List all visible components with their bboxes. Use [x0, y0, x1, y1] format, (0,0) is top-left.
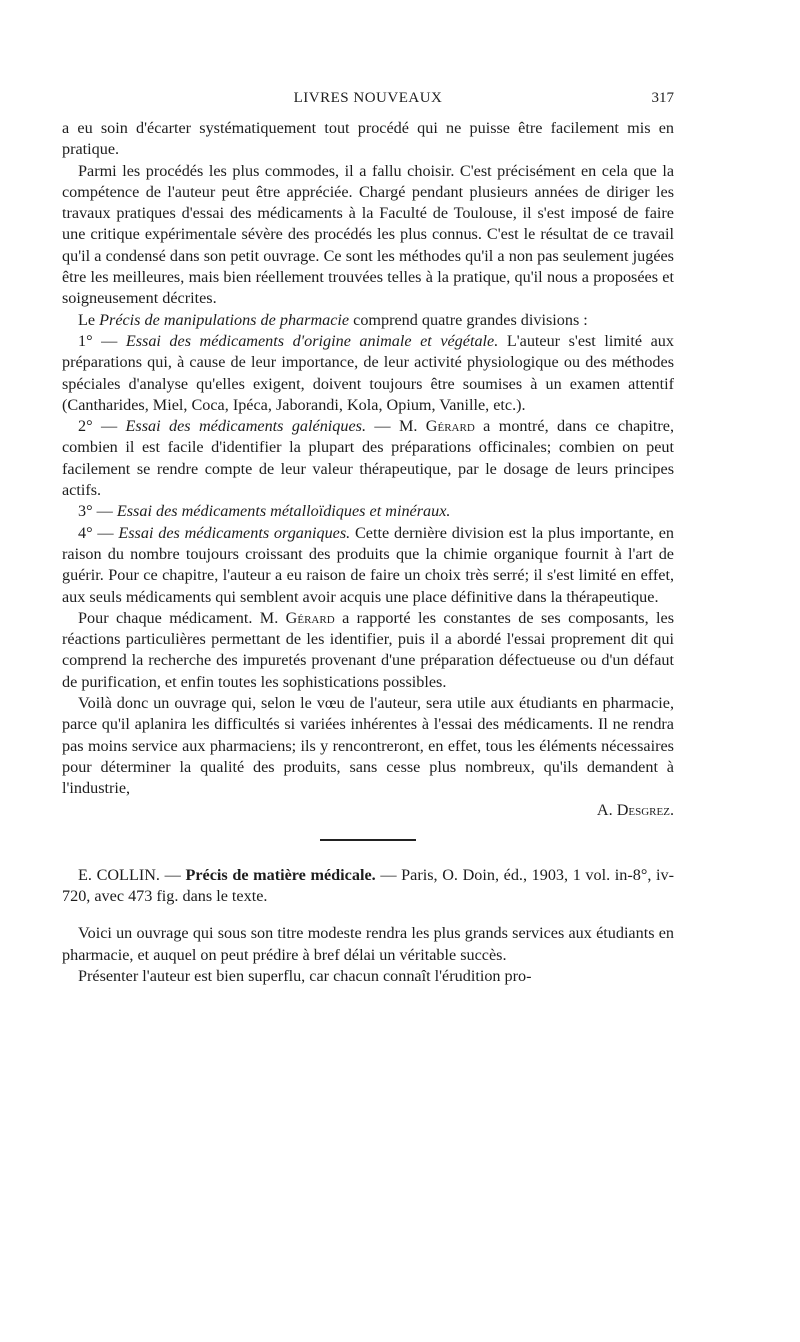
intro-lead: Le — [78, 310, 96, 329]
division-text: L'auteur s'est limité aux préparations qui, à cause de leur importance, de leur activité physiologique ou des méthodes spéciales d'analyse qu'elles exigent, doivent toujours être soumises à un examen attentif (Cantharides, Miel, Coca, Ipéca, Jaborandi, Kola, Opium, Vanille, etc.). — [62, 331, 674, 414]
book-title: Précis de manipulations de pharmacie — [99, 310, 350, 329]
review-author: E. COLLIN. — [78, 865, 160, 884]
author-name: M. Gérard — [398, 417, 475, 436]
review-heading — [62, 865, 674, 908]
signature: A. Desgrez. — [596, 800, 674, 819]
division-item: 1° — Essai des médicaments d'origine animale et végétale. L'auteur s'est limité aux préparations qui, à cause de leur importance, de leur activité physiologique ou des méthodes spéciales d'analyse qu'elles exigent, doivent toujours être soumises à un examen attentif (Cantharides, Miel, Coca, Ipéca, Jaborandi, Kola, Opium, Vanille, etc.). — [62, 331, 674, 414]
division-item: 2° — Essai des médicaments galéniques. — M. Gérard a montré, dans ce chapitre, combien il est facile d'identifier la plupart des préparations officinales; combien on peut facilement se rendre compte de leur valeur thérapeutique, par le dosage de leurs principes actifs. — [62, 417, 674, 500]
division-title: Essai des médicaments organiques. — [118, 523, 351, 542]
division-number: 4° — [78, 523, 93, 542]
section-divider — [320, 839, 416, 841]
paragraph-lead: Pour chaque médicament. M. — [78, 608, 279, 627]
intro-rest: comprend quatre grandes divisions : — [353, 310, 588, 329]
division-number: 1° — [78, 331, 93, 350]
page-header — [62, 88, 674, 112]
division-number: 3° — [78, 502, 93, 521]
division-item: 4° — Essai des médicaments organiques. Cette dernière division est la plus importante, en raison du nombre toujours croissant des produits que la chimie organique fournit à l'art de guérir. Pour ce chapitre, l'auteur a eu raison de faire un choix très serré; il s'est limité en effet, aux seuls médicaments qui semblent avoir acquis une place définitive dans la thérapeutique. — [62, 523, 674, 606]
paragraph — [62, 608, 674, 693]
paragraph-text: a rapporté les constantes de ses composants, les réactions particulières permettant de les identifier, puis il a abordé l'essai proprement dit qui comprend la recherche des impuretés provenant d'une préparation défectueuse ou d'un défaut de purification, et enfin toutes les sophistications possibles. — [62, 608, 675, 691]
review-dash: — — [164, 865, 181, 884]
division-title: Essai des médicaments d'origine animale et végétale. — [125, 331, 499, 350]
division-number: 2° — [78, 417, 93, 436]
author-name: Gérard — [285, 608, 335, 627]
division-title: Essai des médicaments métalloïdiques et minéraux. — [116, 502, 451, 521]
paragraph: Voilà donc un ouvrage qui, selon le vœu de l'auteur, sera utile aux étudiants en pharmacie, parce qu'il aplanira les difficultés si variées inhérentes à l'essai des médicaments. Il ne rendra pas moins service aux pharmaciens; ils y rencontreront, en effet, tous les éléments nécessaires pour déterminer la qualité des produits, sans cesse plus nombreux, qu'ils demandent à l'industrie, — [62, 694, 674, 798]
paragraph: Parmi les procédés les plus commodes, il a fallu choisir. C'est précisément en cela que la compétence de l'auteur peut être appréciée. Chargé pendant plusieurs années de diriger les travaux pratiques d'essai des médicaments à la Faculté de Toulouse, il s'est imposé de faire une critique expérimentale sévère des procédés les plus connus. C'est le résultat de ce travail qu'il a condensé dans son petit ouvrage. Ce sont les méthodes qu'il a non pas seulement jugées être les meilleures, mais bien réellement trouvées telles à la pratique, qu'il nous a proposées et soigneusement décrites. — [62, 161, 674, 308]
paragraph: a eu soin d'écarter systématiquement tout procédé qui ne puisse être facilement mis en pratique. — [62, 119, 674, 159]
page-number: 317 — [651, 90, 674, 106]
paragraph: Présenter l'auteur est bien superflu, car chacun connaît l'érudition pro- — [78, 966, 532, 985]
division-title: Essai des médicaments galéniques. — [125, 417, 367, 436]
review-book-title: Précis de matière médicale. — [185, 865, 376, 884]
division-text: a montré, dans ce chapitre, combien il est facile d'identifier la plupart des préparations officinales; combien on peut facilement se rendre compte de leur valeur thérapeutique, par le dosage de leurs principes actifs. — [62, 417, 674, 500]
review-body — [62, 923, 674, 987]
review-publication: — Paris, O. Doin, éd., 1903, 1 vol. in-8°, iv-720, avec 473 fig. dans le texte. — [62, 865, 675, 906]
document-page — [62, 88, 674, 987]
division-text: Cette dernière division est la plus importante, en raison du nombre toujours croissant des produits que la chimie organique fournit à l'art de guérir. Pour ce chapitre, l'auteur a eu raison de faire un choix très serré; il s'est limité en effet, aux seuls médicaments qui semblent avoir acquis une place définitive dans la thérapeutique. — [62, 523, 674, 606]
running-title: LIVRES NOUVEAUX — [293, 90, 443, 106]
paragraph: Voici un ouvrage qui sous son titre modeste rendra les plus grands services aux étudiants en pharmacie, et auquel on peut prédire à bref délai un véritable succès. — [62, 924, 674, 964]
review-text — [62, 118, 674, 821]
division-item: 3° — Essai des médicaments métalloïdiques et minéraux. — [78, 502, 451, 521]
divisions-intro — [62, 310, 674, 331]
